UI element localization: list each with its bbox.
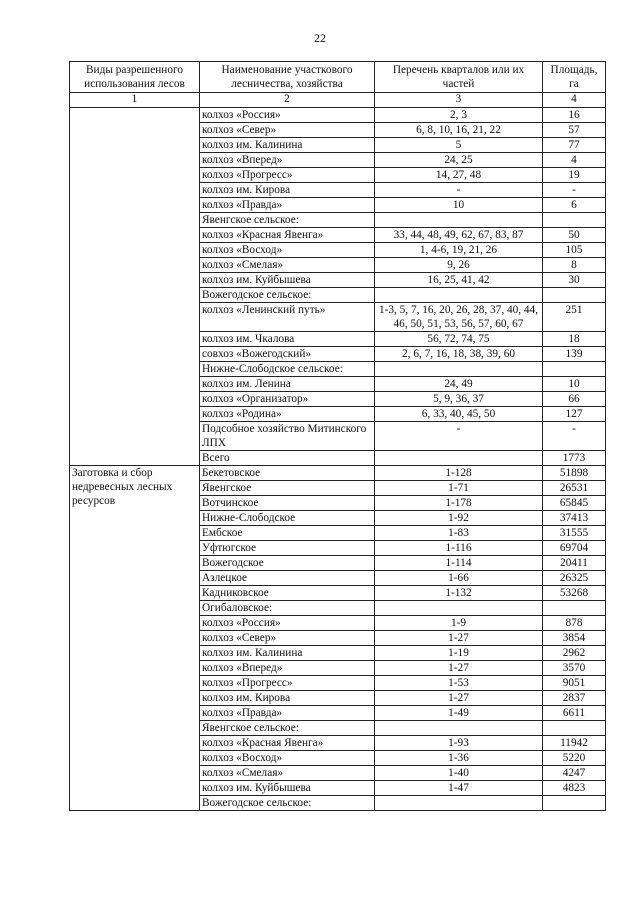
quarters-cell: 1-53 xyxy=(375,676,543,691)
forestry-name-cell: колхоз «Прогресс» xyxy=(200,676,375,691)
forestry-name-cell: Ембское xyxy=(200,526,375,541)
quarters-cell: 1-93 xyxy=(375,736,543,751)
area-cell xyxy=(543,362,606,377)
quarters-cell: 2, 6, 7, 16, 18, 38, 39, 60 xyxy=(375,347,543,362)
quarters-cell xyxy=(375,213,543,228)
quarters-cell: 1-92 xyxy=(375,511,543,526)
quarters-cell: 1-71 xyxy=(375,481,543,496)
area-cell: 4247 xyxy=(543,766,606,781)
forestry-name-cell: Вожегодское сельское: xyxy=(200,288,375,303)
page-number: 22 xyxy=(314,31,326,45)
forestry-name-cell: Огибаловское: xyxy=(200,601,375,616)
forestry-name-cell: колхоз «Россия» xyxy=(200,616,375,631)
area-cell: 139 xyxy=(543,347,606,362)
area-cell: 11942 xyxy=(543,736,606,751)
forestry-name-cell: совхоз «Вожегодский» xyxy=(200,347,375,362)
forestry-name-cell: колхоз «Прогресс» xyxy=(200,168,375,183)
column-number: 1 xyxy=(70,93,200,108)
quarters-cell: 14, 27, 48 xyxy=(375,168,543,183)
area-cell xyxy=(543,288,606,303)
forestry-name-cell: Явенгское сельское: xyxy=(200,721,375,736)
forestry-name-cell: колхоз «Север» xyxy=(200,631,375,646)
quarters-cell xyxy=(375,288,543,303)
area-cell: 53268 xyxy=(543,586,606,601)
area-cell: 6611 xyxy=(543,706,606,721)
area-cell: 878 xyxy=(543,616,606,631)
area-cell: 4 xyxy=(543,153,606,168)
quarters-cell: 5 xyxy=(375,138,543,153)
column-number: 3 xyxy=(375,93,543,108)
forestry-name-cell: Явенгское xyxy=(200,481,375,496)
quarters-cell: 33, 44, 48, 49, 62, 67, 83, 87 xyxy=(375,228,543,243)
area-cell: 65845 xyxy=(543,496,606,511)
quarters-cell: 1-49 xyxy=(375,706,543,721)
area-cell: 127 xyxy=(543,407,606,422)
forestry-name-cell: Бекетовское xyxy=(200,466,375,481)
table-row xyxy=(70,466,606,481)
area-cell: 26531 xyxy=(543,481,606,496)
area-cell: 51898 xyxy=(543,466,606,481)
area-cell: 37413 xyxy=(543,511,606,526)
quarters-cell xyxy=(375,796,543,811)
quarters-cell: 1-3, 5, 7, 16, 20, 26, 28, 37, 40, 44, 46, 50, 51, 53, 56, 57, 60, 67 xyxy=(375,303,543,332)
use-type-cell: Заготовка и сбор недревесных лесных ресурсов xyxy=(70,466,200,811)
forestry-name-cell: Всего xyxy=(200,451,375,466)
area-cell: 50 xyxy=(543,228,606,243)
forest-use-table xyxy=(69,61,606,811)
area-cell xyxy=(543,796,606,811)
forestry-name-cell: Вотчинское xyxy=(200,496,375,511)
use-type-cell xyxy=(70,108,200,466)
table-body xyxy=(70,108,606,811)
forestry-name-cell: колхоз «Красная Явенга» xyxy=(200,228,375,243)
area-cell: 19 xyxy=(543,168,606,183)
header-area: Площадь, га xyxy=(543,62,606,93)
forestry-name-cell: Вожегодское xyxy=(200,556,375,571)
forestry-name-cell: Уфтюгское xyxy=(200,541,375,556)
forestry-name-cell: колхоз им. Куйбышева xyxy=(200,781,375,796)
forestry-name-cell: колхоз «Россия» xyxy=(200,108,375,123)
quarters-cell: - xyxy=(375,422,543,451)
forestry-name-cell: колхоз им. Калинина xyxy=(200,138,375,153)
header-quarters: Перечень кварталов или их частей xyxy=(375,62,543,93)
quarters-cell xyxy=(375,601,543,616)
quarters-cell: 1-114 xyxy=(375,556,543,571)
quarters-cell: 1-132 xyxy=(375,586,543,601)
forestry-name-cell: колхоз «Смелая» xyxy=(200,766,375,781)
forestry-name-cell: колхоз им. Чкалова xyxy=(200,332,375,347)
header-forestry-name: Наименование участкового лесничества, хозяйства xyxy=(200,62,375,93)
forestry-name-cell: колхоз «Вперед» xyxy=(200,153,375,168)
area-cell xyxy=(543,721,606,736)
area-cell: 8 xyxy=(543,258,606,273)
quarters-cell: 5, 9, 36, 37 xyxy=(375,392,543,407)
area-cell: 77 xyxy=(543,138,606,153)
quarters-cell: 1-178 xyxy=(375,496,543,511)
quarters-cell: 1-27 xyxy=(375,691,543,706)
quarters-cell: 1, 4-6, 19, 21, 26 xyxy=(375,243,543,258)
quarters-cell: 10 xyxy=(375,198,543,213)
area-cell: 57 xyxy=(543,123,606,138)
quarters-cell xyxy=(375,451,543,466)
column-number-row xyxy=(70,93,606,108)
forestry-name-cell: колхоз им. Калинина xyxy=(200,646,375,661)
quarters-cell: 16, 25, 41, 42 xyxy=(375,273,543,288)
forestry-name-cell: колхоз «Север» xyxy=(200,123,375,138)
forestry-name-cell: Нижне-Слободское сельское: xyxy=(200,362,375,377)
area-cell: 2837 xyxy=(543,691,606,706)
area-cell: 30 xyxy=(543,273,606,288)
area-cell: 251 xyxy=(543,303,606,332)
column-number: 2 xyxy=(200,93,375,108)
forestry-name-cell: Азлецкое xyxy=(200,571,375,586)
area-cell: 20411 xyxy=(543,556,606,571)
header-row xyxy=(70,62,606,93)
area-cell: 6 xyxy=(543,198,606,213)
area-cell: 5220 xyxy=(543,751,606,766)
area-cell: 26325 xyxy=(543,571,606,586)
area-cell: 10 xyxy=(543,377,606,392)
area-cell: 3570 xyxy=(543,661,606,676)
forestry-name-cell: колхоз «Восход» xyxy=(200,751,375,766)
area-cell: 18 xyxy=(543,332,606,347)
forestry-name-cell: колхоз им. Ленина xyxy=(200,377,375,392)
forestry-name-cell: колхоз им. Куйбышева xyxy=(200,273,375,288)
forestry-name-cell: колхоз «Красная Явенга» xyxy=(200,736,375,751)
area-cell: 4823 xyxy=(543,781,606,796)
header-use-type: Виды разрешенного использования лесов xyxy=(70,62,200,93)
table-row xyxy=(70,108,606,123)
quarters-cell: 2, 3 xyxy=(375,108,543,123)
forestry-name-cell: колхоз «Смелая» xyxy=(200,258,375,273)
quarters-cell: 24, 49 xyxy=(375,377,543,392)
quarters-cell: 9, 26 xyxy=(375,258,543,273)
area-cell: - xyxy=(543,183,606,198)
quarters-cell: 1-128 xyxy=(375,466,543,481)
quarters-cell: 6, 33, 40, 45, 50 xyxy=(375,407,543,422)
area-cell xyxy=(543,601,606,616)
quarters-cell: 56, 72, 74, 75 xyxy=(375,332,543,347)
quarters-cell: 1-116 xyxy=(375,541,543,556)
forestry-name-cell: колхоз им. Кирова xyxy=(200,691,375,706)
forestry-name-cell: Явенгское сельское: xyxy=(200,213,375,228)
quarters-cell xyxy=(375,721,543,736)
quarters-cell: 1-66 xyxy=(375,571,543,586)
quarters-cell: 1-27 xyxy=(375,631,543,646)
quarters-cell: 1-40 xyxy=(375,766,543,781)
area-cell: - xyxy=(543,422,606,451)
forestry-name-cell: колхоз «Правда» xyxy=(200,198,375,213)
area-cell: 16 xyxy=(543,108,606,123)
forestry-name-cell: колхоз «Организатор» xyxy=(200,392,375,407)
area-cell: 105 xyxy=(543,243,606,258)
quarters-cell: 1-36 xyxy=(375,751,543,766)
area-cell: 66 xyxy=(543,392,606,407)
forestry-name-cell: колхоз «Вперед» xyxy=(200,661,375,676)
area-cell xyxy=(543,213,606,228)
quarters-cell: 1-47 xyxy=(375,781,543,796)
quarters-cell: - xyxy=(375,183,543,198)
area-cell: 9051 xyxy=(543,676,606,691)
area-cell: 3854 xyxy=(543,631,606,646)
quarters-cell: 6, 8, 10, 16, 21, 22 xyxy=(375,123,543,138)
area-cell: 69704 xyxy=(543,541,606,556)
forestry-name-cell: колхоз «Ленинский путь» xyxy=(200,303,375,332)
forestry-name-cell: колхоз «Восход» xyxy=(200,243,375,258)
forestry-name-cell: Подсобное хозяйство Митинского ЛПХ xyxy=(200,422,375,451)
column-number: 4 xyxy=(543,93,606,108)
area-cell: 2962 xyxy=(543,646,606,661)
forestry-name-cell: колхоз им. Кирова xyxy=(200,183,375,198)
forestry-name-cell: Кадниковское xyxy=(200,586,375,601)
quarters-cell: 24, 25 xyxy=(375,153,543,168)
quarters-cell: 1-27 xyxy=(375,661,543,676)
forestry-name-cell: колхоз «Правда» xyxy=(200,706,375,721)
quarters-cell: 1-9 xyxy=(375,616,543,631)
forestry-name-cell: Вожегодское сельское: xyxy=(200,796,375,811)
forestry-name-cell: колхоз «Родина» xyxy=(200,407,375,422)
quarters-cell: 1-19 xyxy=(375,646,543,661)
area-cell: 1773 xyxy=(543,451,606,466)
area-cell: 31555 xyxy=(543,526,606,541)
quarters-cell xyxy=(375,362,543,377)
quarters-cell: 1-83 xyxy=(375,526,543,541)
forestry-name-cell: Нижне-Слободское xyxy=(200,511,375,526)
